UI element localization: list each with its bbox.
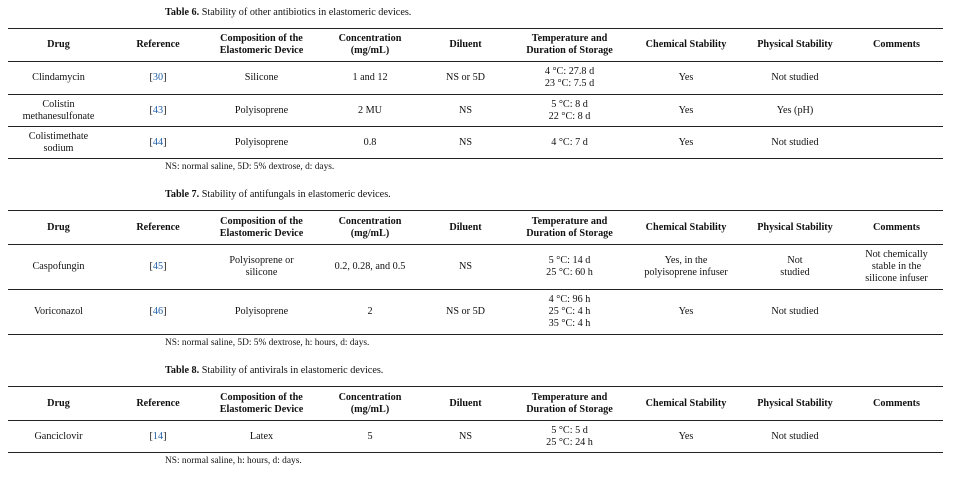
bracket-open: [	[149, 430, 153, 442]
table-label: Table 7.	[165, 189, 200, 200]
storage-line: 25 °C: 4 h	[548, 306, 591, 317]
header-diluent: Diluent	[449, 397, 482, 409]
bracket-open: [	[149, 72, 153, 83]
cell-diluent: NS	[458, 136, 473, 148]
header-comments: Comments	[873, 39, 920, 50]
header-composition: Composition of the Elastomeric Device	[219, 215, 304, 239]
cell-comments	[850, 62, 943, 95]
storage-line: 23 °C: 7.5 d	[544, 78, 595, 89]
header-diluent: Diluent	[449, 39, 482, 50]
cell-storage	[507, 290, 632, 335]
header-row	[8, 387, 943, 421]
header-composition: Composition of the Elastomeric Device	[219, 33, 304, 56]
cell-drug: Colistimethate sodium	[28, 130, 89, 154]
table-8-footnote: NS: normal saline, h: hours, d: days.	[165, 456, 302, 466]
table-title: Stability of other antibiotics in elastomeric devices.	[201, 7, 412, 18]
storage-line: 4 °C: 27.8 d	[544, 66, 595, 77]
bracket-close: ]	[163, 136, 167, 148]
header-chemical-stability: Chemical Stability	[645, 39, 727, 50]
cell-concentration: 2	[367, 306, 373, 317]
cell-storage	[507, 421, 632, 453]
storage-line: 4 °C: 7 d	[551, 136, 588, 148]
bracket-open: [	[149, 136, 153, 148]
table-8-caption	[165, 364, 383, 377]
header-chemical-stability: Chemical Stability	[645, 221, 727, 233]
bracket-close: ]	[163, 430, 167, 442]
cell-diluent: NS or 5D	[445, 306, 486, 317]
cell-concentration: 2 MU	[357, 104, 383, 116]
bracket-close: ]	[163, 261, 167, 272]
cell-physical-stability: Not studied	[780, 255, 810, 278]
table-title: Stability of antivirals in elastomeric devices.	[201, 365, 384, 376]
table-row	[8, 421, 943, 453]
citation-link[interactable]: 14	[152, 430, 164, 442]
cell-comments: Not chemically stable in the silicone infuser	[865, 249, 928, 284]
cell-drug: Clindamycin	[32, 72, 85, 83]
header-concentration: Concentration (mg/mL)	[338, 215, 402, 239]
header-physical-stability: Physical Stability	[757, 221, 833, 233]
table-8	[8, 386, 943, 453]
storage-line: 5 °C: 14 d	[548, 255, 591, 266]
header-comments: Comments	[873, 397, 920, 409]
storage-line: 25 °C: 60 h	[546, 267, 593, 278]
header-chemical-stability: Chemical Stability	[645, 397, 727, 409]
cell-concentration: 5	[367, 430, 373, 442]
cell-composition: Silicone	[244, 72, 279, 83]
cell-composition: Polyisoprene	[234, 104, 289, 116]
table-row	[8, 245, 943, 290]
cell-diluent: NS	[458, 104, 473, 116]
header-reference: Reference	[136, 221, 180, 233]
cell-physical-stability: Not studied	[771, 136, 819, 148]
cell-composition: Latex	[249, 430, 274, 442]
cell-comments	[850, 421, 943, 453]
storage-line: 25 °C: 24 h	[546, 436, 593, 448]
bracket-open: [	[149, 104, 153, 116]
table-label: Table 6.	[165, 7, 200, 18]
cell-drug: Ganciclovir	[34, 430, 83, 442]
cell-storage	[507, 95, 632, 127]
cell-composition: Polyisoprene or silicone	[229, 255, 294, 278]
cell-comments	[850, 290, 943, 335]
citation-link[interactable]: 45	[152, 261, 164, 272]
table-7-footnote: NS: normal saline, 5D: 5% dextrose, h: hours, d: days.	[165, 338, 370, 348]
cell-physical-stability: Yes (pH)	[776, 104, 814, 116]
table-6-footnote: NS: normal saline, 5D: 5% dextrose, d: days.	[165, 162, 335, 172]
cell-storage	[507, 245, 632, 290]
cell-drug: Voriconazol	[33, 306, 84, 317]
bracket-close: ]	[163, 306, 167, 317]
cell-diluent: NS or 5D	[445, 72, 486, 83]
storage-line: 35 °C: 4 h	[548, 318, 591, 329]
table-title: Stability of antifungals in elastomeric devices.	[201, 189, 391, 200]
cell-drug: Colistin methanesulfonate	[22, 98, 95, 122]
storage-line: 5 °C: 8 d	[551, 98, 588, 110]
cell-chemical-stability: Yes	[678, 72, 694, 83]
table-6-caption	[165, 6, 411, 19]
header-temperature: Temperature and Duration of Storage	[526, 391, 613, 415]
citation-link[interactable]: 30	[152, 72, 164, 83]
cell-physical-stability: Not studied	[771, 306, 819, 317]
cell-concentration: 0.2, 0.28, and 0.5	[334, 261, 406, 272]
storage-line: 4 °C: 96 h	[548, 294, 591, 305]
cell-reference	[109, 421, 207, 453]
citation-link[interactable]: 44	[152, 136, 164, 148]
header-concentration: Concentration (mg/mL)	[338, 33, 402, 56]
header-diluent: Diluent	[449, 221, 482, 233]
table-label: Table 8.	[165, 365, 200, 376]
bracket-open: [	[149, 261, 153, 272]
table-7-caption	[165, 188, 391, 201]
cell-reference	[109, 95, 207, 127]
header-composition: Composition of the Elastomeric Device	[219, 391, 304, 415]
storage-line: 22 °C: 8 d	[548, 110, 591, 122]
table-7	[8, 210, 943, 335]
header-drug: Drug	[47, 397, 70, 409]
table-row	[8, 62, 943, 95]
cell-chemical-stability: Yes	[678, 104, 694, 116]
header-physical-stability: Physical Stability	[757, 39, 833, 50]
header-drug: Drug	[47, 39, 70, 50]
header-reference: Reference	[136, 397, 180, 409]
cell-storage	[507, 62, 632, 95]
bracket-close: ]	[163, 104, 167, 116]
header-concentration: Concentration (mg/mL)	[338, 391, 402, 415]
cell-chemical-stability: Yes, in the polyisoprene infuser	[644, 255, 728, 278]
table-row	[8, 95, 943, 127]
header-drug: Drug	[47, 221, 70, 233]
cell-comments	[850, 127, 943, 159]
header-row	[8, 29, 943, 62]
cell-reference	[109, 290, 207, 335]
header-temperature: Temperature and Duration of Storage	[526, 33, 613, 56]
citation-link[interactable]: 43	[152, 104, 164, 116]
cell-chemical-stability: Yes	[678, 136, 694, 148]
storage-line: 5 °C: 5 d	[551, 424, 588, 436]
cell-reference	[109, 127, 207, 159]
table-row	[8, 127, 943, 159]
header-row	[8, 211, 943, 245]
cell-comments	[850, 95, 943, 127]
cell-physical-stability: Not studied	[771, 72, 819, 83]
header-reference: Reference	[136, 39, 180, 50]
table-6	[8, 28, 943, 159]
header-physical-stability: Physical Stability	[757, 397, 833, 409]
table-row	[8, 290, 943, 335]
cell-chemical-stability: Yes	[678, 430, 694, 442]
header-temperature: Temperature and Duration of Storage	[526, 215, 613, 239]
cell-reference	[109, 62, 207, 95]
bracket-open: [	[149, 306, 153, 317]
cell-storage	[507, 127, 632, 159]
citation-link[interactable]: 46	[152, 306, 164, 317]
bracket-close: ]	[163, 72, 167, 83]
cell-concentration: 0.8	[363, 136, 377, 148]
cell-drug: Caspofungin	[32, 261, 85, 272]
cell-reference	[109, 245, 207, 290]
cell-diluent: NS	[458, 430, 473, 442]
cell-diluent: NS	[458, 261, 473, 272]
header-comments: Comments	[873, 221, 920, 233]
cell-composition: Polyisoprene	[234, 306, 289, 317]
cell-physical-stability: Not studied	[771, 430, 819, 442]
cell-concentration: 1 and 12	[352, 72, 388, 83]
cell-chemical-stability: Yes	[678, 306, 694, 317]
cell-composition: Polyisoprene	[234, 136, 289, 148]
